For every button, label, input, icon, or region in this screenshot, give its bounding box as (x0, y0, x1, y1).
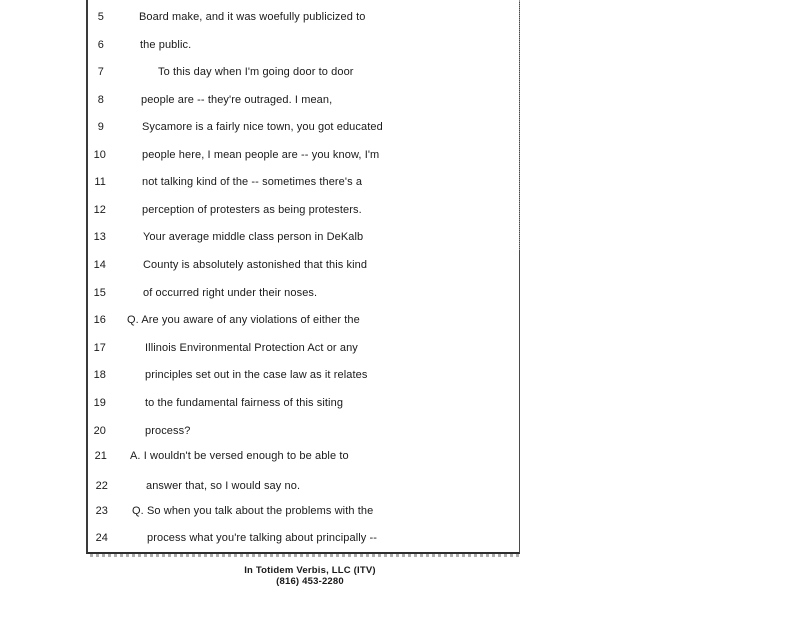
transcript-line (0, 36, 800, 54)
transcript-line (0, 256, 800, 274)
line-text: To this day when I'm going door to door (158, 66, 354, 78)
line-text: perception of protesters as being protesters. (142, 204, 362, 216)
line-number: 10 (93, 149, 106, 161)
line-number: 17 (93, 342, 106, 354)
line-number: 13 (93, 231, 106, 243)
transcript-line (0, 447, 800, 465)
transcript-line (0, 529, 800, 547)
line-number: 5 (97, 11, 104, 23)
transcript-line (0, 339, 800, 357)
line-text: A. I wouldn't be versed enough to be able to (130, 450, 349, 462)
line-number: 15 (93, 287, 106, 299)
line-text: Board make, and it was woefully publicized to (139, 11, 366, 23)
transcript-line (0, 201, 800, 219)
transcript-line (0, 311, 800, 329)
line-text: answer that, so I would say no. (146, 480, 301, 492)
line-number: 22 (95, 480, 108, 492)
line-number: 6 (97, 39, 104, 51)
line-text: Q. So when you talk about the problems with the (132, 505, 374, 517)
line-text: process? (145, 425, 191, 437)
transcript-line (0, 422, 800, 440)
footer-phone: (816) 453-2280 (276, 576, 344, 587)
transcript-line (0, 173, 800, 191)
line-number: 14 (93, 259, 106, 271)
line-number: 24 (95, 532, 108, 544)
line-text: Q. Are you aware of any violations of either the (127, 314, 360, 326)
line-text: to the fundamental fairness of this siting (145, 397, 344, 409)
line-number: 16 (93, 314, 106, 326)
line-number: 11 (94, 176, 106, 188)
line-number: 19 (93, 397, 106, 409)
line-number: 20 (93, 425, 106, 437)
transcript-line (0, 91, 800, 109)
line-number: 9 (97, 121, 104, 133)
line-text: County is absolutely astonished that this kind (143, 259, 368, 271)
transcript-page-frame (86, 0, 520, 554)
line-text: the public. (140, 39, 192, 51)
line-text: not talking kind of the -- sometimes there's a (142, 176, 363, 188)
page-bottom-shadow (90, 554, 522, 557)
line-text: Illinois Environmental Protection Act or any (145, 342, 358, 354)
line-text: process what you're talking about principally -- (147, 532, 378, 544)
line-number: 7 (97, 66, 104, 78)
transcript-line (0, 284, 800, 302)
transcript-line (0, 8, 800, 26)
transcript-line (0, 366, 800, 384)
footer-company: In Totidem Verbis, LLC (ITV) (244, 565, 376, 576)
transcript-line (0, 477, 800, 495)
line-text: principles set out in the case law as it relates (145, 369, 368, 381)
transcript-line (0, 63, 800, 81)
transcript-line (0, 502, 800, 520)
line-number: 18 (93, 369, 106, 381)
line-text: Sycamore is a fairly nice town, you got educated (142, 121, 383, 133)
line-number: 8 (97, 94, 104, 106)
transcript-line (0, 228, 800, 246)
transcript-line (0, 394, 800, 412)
line-number: 12 (93, 204, 106, 216)
line-text: Your average middle class person in DeKalb (143, 231, 364, 243)
line-number: 23 (95, 505, 108, 517)
transcript-line (0, 118, 800, 136)
line-number: 21 (94, 450, 107, 462)
line-text: of occurred right under their noses. (143, 287, 318, 299)
line-text: people here, I mean people are -- you know, I'm (142, 149, 380, 161)
transcript-line (0, 146, 800, 164)
line-text: people are -- they're outraged. I mean, (141, 94, 333, 106)
